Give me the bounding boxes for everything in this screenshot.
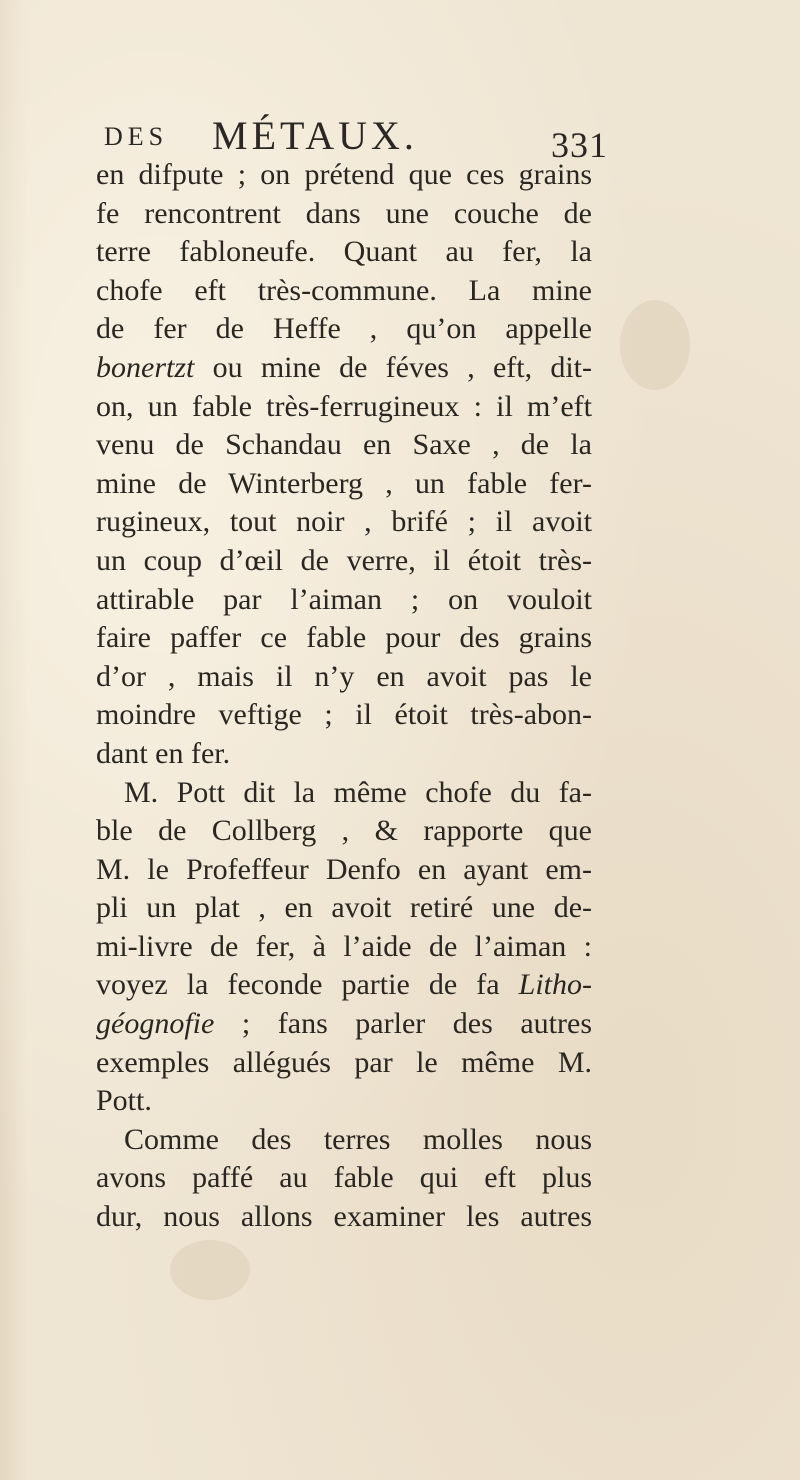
running-head-prefix: DES xyxy=(104,122,169,151)
line-text: Comme des terres molles nous xyxy=(124,1122,592,1156)
line-text: mine de Winterberg , un fable fer- xyxy=(96,466,592,500)
line-text: avons paffé au fable qui eft plus xyxy=(96,1161,592,1195)
line-text: ; fans parler des autres xyxy=(214,1007,592,1041)
text-line xyxy=(96,619,592,658)
text-line xyxy=(96,1005,592,1044)
line-text: voyez la feconde partie de fa xyxy=(96,968,519,1002)
text-line xyxy=(96,774,592,813)
italic-word: bonertzt xyxy=(96,350,195,384)
text-line xyxy=(96,1121,592,1160)
line-text: on, un fable très-ferrugineux : il m’eft xyxy=(96,389,592,423)
line-text: mi-livre de fer, à l’aide de l’aiman : xyxy=(96,929,592,963)
line-text: M. Pott dit la même chofe du fa- xyxy=(124,775,592,809)
text-line xyxy=(96,542,592,581)
text-line xyxy=(96,581,592,620)
paper-stain xyxy=(620,300,690,390)
text-line xyxy=(96,735,592,774)
line-text: d’or , mais il n’y en avoit pas le xyxy=(96,659,592,693)
text-line xyxy=(96,966,592,1005)
line-text: moindre veftige ; il étoit très-abon- xyxy=(96,698,592,732)
text-line xyxy=(96,310,592,349)
line-text: ou mine de féves , eft, dit- xyxy=(194,350,592,384)
text-line xyxy=(96,928,592,967)
italic-word: Litho- xyxy=(518,968,592,1002)
text-line xyxy=(96,1159,592,1198)
line-text: pli un plat , en avoit retiré une de- xyxy=(96,891,592,925)
line-text: rugineux, tout noir , brifé ; il avoit xyxy=(96,505,592,539)
text-line xyxy=(96,889,592,928)
text-line xyxy=(96,1044,592,1083)
running-head-title: MÉTAUX. xyxy=(212,113,418,158)
line-text: de fer de Heffe , qu’on appelle xyxy=(96,312,592,346)
line-text: exemples allégués par le même M. xyxy=(96,1045,592,1079)
line-text: dant en fer. xyxy=(96,736,231,770)
text-line xyxy=(96,388,592,427)
line-text: ble de Collberg , & rapporte que xyxy=(96,814,592,848)
line-text: venu de Schandau en Saxe , de la xyxy=(96,428,592,462)
text-line xyxy=(96,1082,592,1121)
paper-stain xyxy=(170,1240,250,1300)
line-text: terre fabloneufe. Quant au fer, la xyxy=(96,235,592,269)
text-line xyxy=(96,426,592,465)
line-text: attirable par l’aiman ; on vouloit xyxy=(96,582,592,616)
italic-word: géognofie xyxy=(96,1007,215,1041)
text-line xyxy=(96,812,592,851)
text-line xyxy=(96,503,592,542)
text-line xyxy=(96,349,592,388)
text-line xyxy=(96,696,592,735)
line-text: M. le Profeffeur Denfo en ayant em- xyxy=(96,852,592,886)
text-line xyxy=(96,195,592,234)
text-line xyxy=(96,156,592,195)
text-line xyxy=(96,465,592,504)
line-text: dur, nous allons examiner les autres xyxy=(96,1200,592,1234)
text-line xyxy=(96,1198,592,1237)
text-line xyxy=(96,851,592,890)
page-number: 331 xyxy=(551,125,608,165)
text-line xyxy=(96,272,592,311)
line-text: un coup d’œil de verre, il étoit très- xyxy=(96,543,592,577)
body-text xyxy=(96,156,592,1237)
running-head xyxy=(104,112,604,162)
line-text: faire paffer ce fable pour des grains xyxy=(96,621,592,655)
line-text: fe rencontrent dans une couche de xyxy=(96,196,592,230)
line-text: Pott. xyxy=(96,1084,152,1118)
line-text: chofe eft très-commune. La mine xyxy=(96,273,592,307)
line-text: en difpute ; on prétend que ces grains xyxy=(96,158,592,191)
text-line xyxy=(96,233,592,272)
text-line xyxy=(96,658,592,697)
